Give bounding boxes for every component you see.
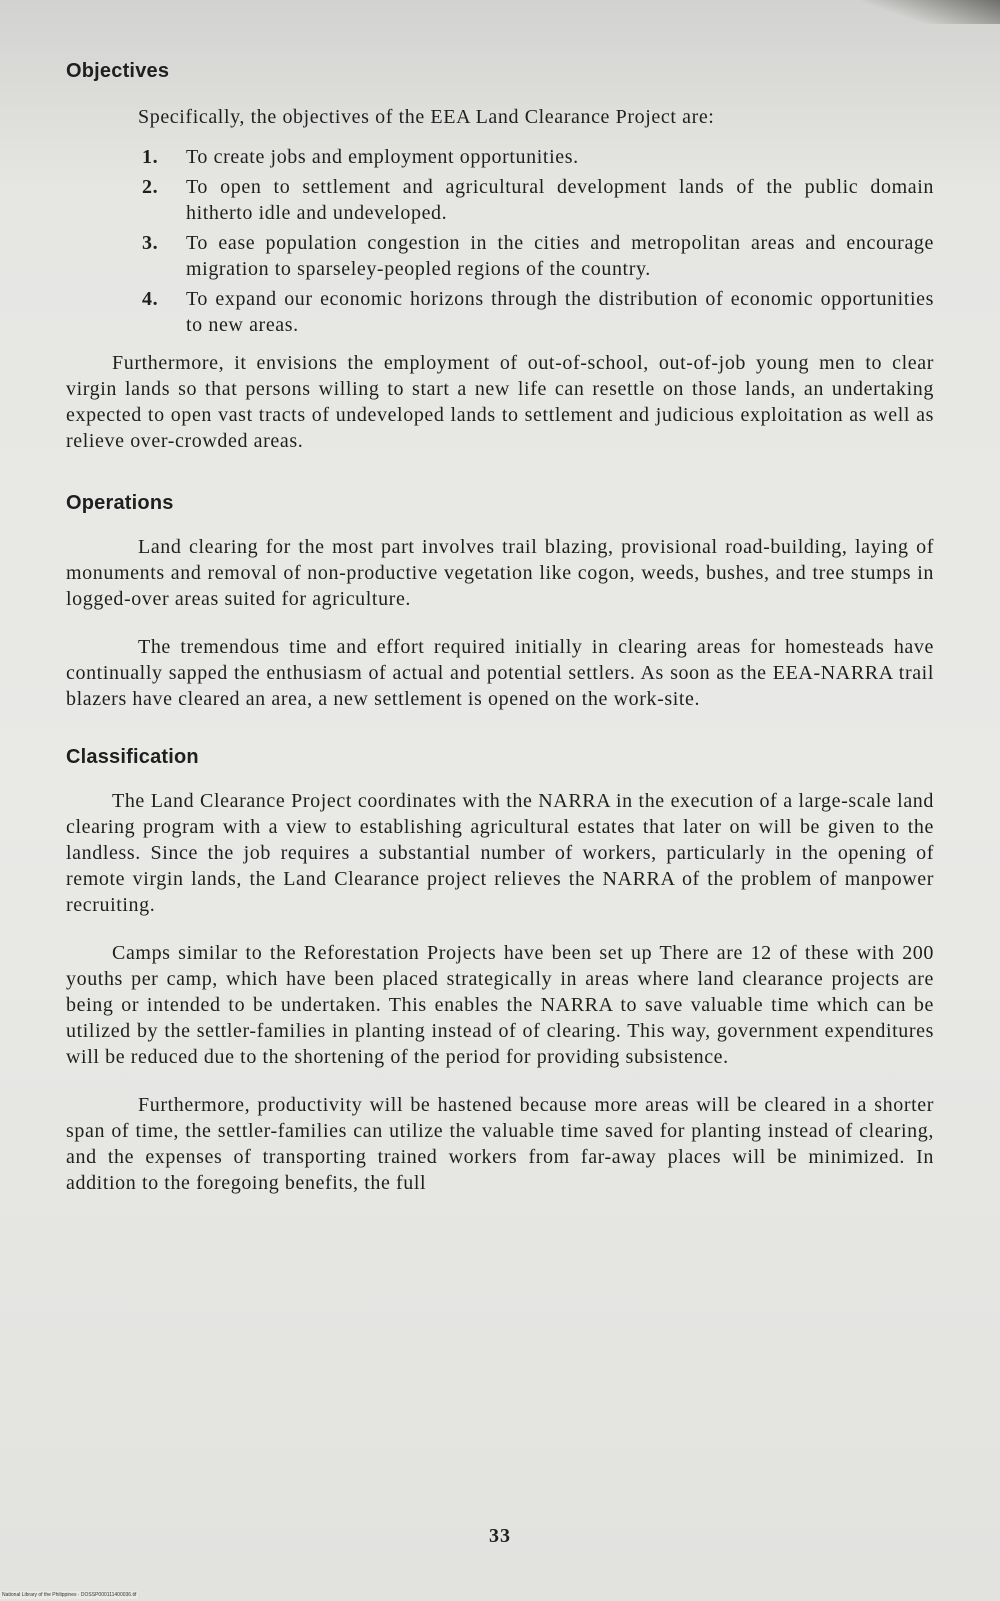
list-item-number: 3. (142, 232, 159, 254)
scan-footer: National Library of the Philippines · DOSSP000111400036.tif (2, 1592, 137, 1598)
objectives-intro: Specifically, the objectives of the EEA Land Clearance Project are: (138, 106, 715, 128)
page-content (66, 58, 934, 1196)
classification-heading: Classification (66, 746, 199, 768)
list-item-number: 1. (142, 146, 159, 168)
operations-paragraph-1: Land clearing for the most part involves trail blazing, provisional road-building, laying of monuments and removal of non-productive vegetation like cogon, weeds, bushes, and tree stumps in logged-over areas suited for agriculture. (66, 536, 934, 610)
classification-paragraph-2: Camps similar to the Reforestation Projects have been set up There are 12 of these with 200 youths per camp, which have been placed strategically in areas where land clearance projects are being or intended to be undertaken. This enables the NARRA to save valuable time which can be utilized by the settler-families in planting instead of of clearing. This way, government expenditures will be reduced due to the shortening of the period for providing subsistence. (66, 942, 934, 1068)
classification-paragraph-3: Furthermore, productivity will be hastened because more areas will be cleared in a shorter span of time, the settler-families can utilize the valuable time saved for planting instead of clearing, and the expenses of transporting trained workers from far-away places will be minimized. In addition to the foregoing benefits, the full (66, 1094, 934, 1194)
list-item-text: To create jobs and employment opportunities. (186, 146, 579, 168)
list-item (66, 144, 934, 170)
objectives-heading: Objectives (66, 60, 170, 82)
list-item (66, 230, 934, 282)
classification-paragraph-1: The Land Clearance Project coordinates with the NARRA in the execution of a large-scale land clearing program with a view to establishing agricultural estates that later on will be given to the landless. Since the job requires a substantial number of workers, particularly in the opening of remote virgin lands, the Land Clearance project relieves the NARRA of the problem of manpower recruiting. (66, 790, 934, 916)
scan-shadow (860, 0, 1000, 24)
list-item (66, 174, 934, 226)
list-item-number: 4. (142, 288, 159, 310)
operations-heading: Operations (66, 492, 174, 514)
page-number: 33 (489, 1525, 511, 1547)
list-item (66, 286, 934, 338)
objectives-list (66, 144, 934, 338)
list-item-text: To expand our economic horizons through the distribution of economic opportunities to new areas. (186, 288, 934, 336)
list-item-text: To open to settlement and agricultural development lands of the public domain hitherto idle and undeveloped. (186, 176, 934, 224)
operations-paragraph-2: The tremendous time and effort required initially in clearing areas for homesteads have continually sapped the enthusiasm of actual and potential settlers. As soon as the EEA-NARRA trail blazers have cleared an area, a new settlement is opened on the work-site. (66, 636, 934, 710)
list-item-text: To ease population congestion in the cities and metropolitan areas and encourage migration to sparseley-peopled regions of the country. (186, 232, 934, 280)
list-item-number: 2. (142, 176, 159, 198)
objectives-paragraph: Furthermore, it envisions the employment of out-of-school, out-of-job young men to clear virgin lands so that persons willing to start a new life can resettle on those lands, an undertaking expected to open vast tracts of undeveloped lands to settlement and judicious exploitation as well as relieve over-crowded areas. (66, 352, 934, 452)
